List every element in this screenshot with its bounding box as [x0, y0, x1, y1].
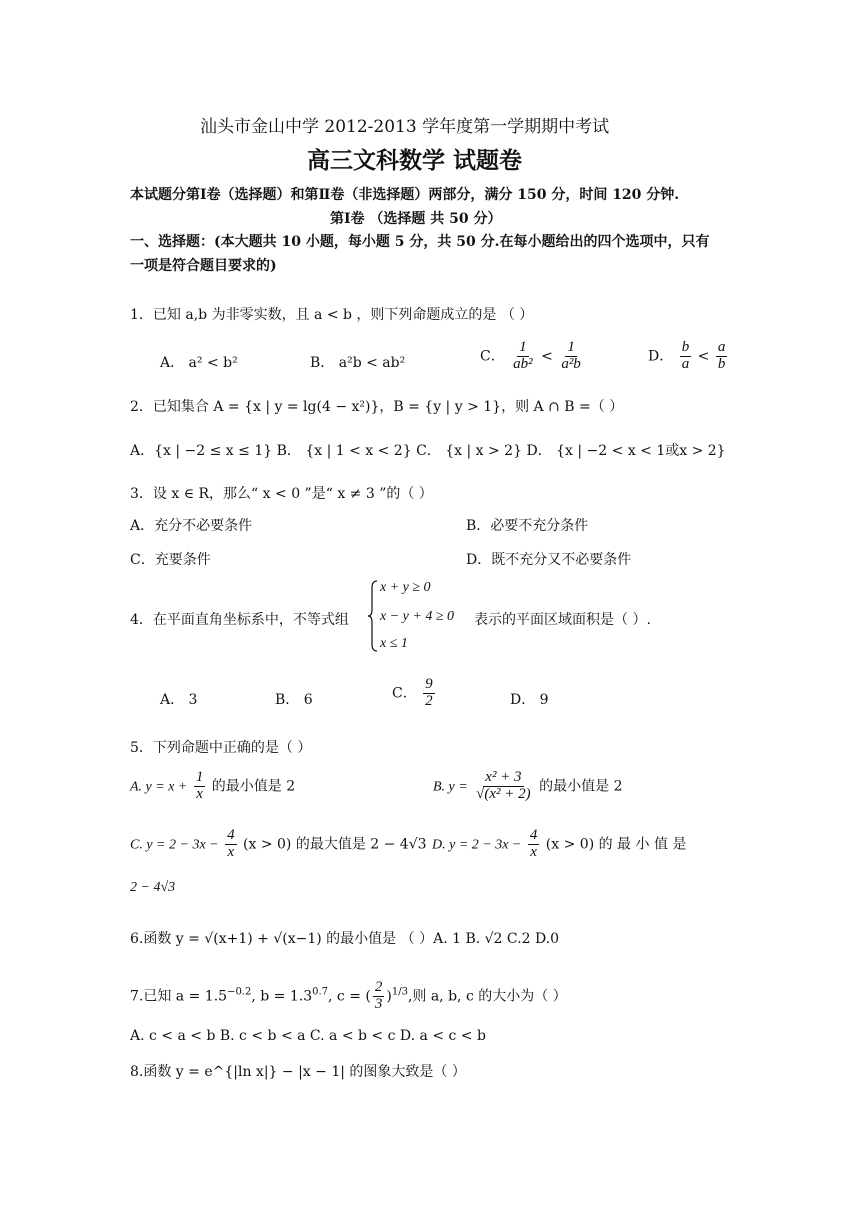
exponent: 1/3 [391, 986, 408, 998]
option-label: C． [480, 348, 505, 365]
fraction [225, 828, 237, 861]
expression-tail: 的最小值是 2 [539, 778, 623, 795]
denominator: x [196, 785, 203, 802]
question-4-stem: 4．在平面直角坐标系中，不等式组 [130, 612, 349, 628]
expression: , b = 1.3 [251, 988, 313, 1005]
numerator: b [681, 339, 690, 355]
question-4-option-c [392, 677, 437, 710]
fraction [528, 828, 540, 861]
question-7-stem [130, 980, 567, 1013]
inequality-2: x − y + 4 ≥ 0 [380, 609, 455, 624]
question-4-stem-end: 表示的平面区域面积是（ ）. [474, 612, 651, 628]
expression: C. y = 2 − 3x − [130, 837, 219, 853]
expression: A. y = x + [130, 779, 188, 795]
numerator: 1 [519, 339, 527, 355]
question-5-option-c [130, 828, 427, 861]
inequality-3: x ≤ 1 [380, 636, 408, 651]
fraction [373, 980, 385, 1013]
question-2-stem: 2．已知集合 A = {x | y = lg(4 − x²)}，B = {y | y > 1}，则 A ∩ B =（ ） [130, 399, 624, 415]
expression-tail: 的最小值是 2 [211, 778, 296, 795]
numerator: 1 [195, 769, 204, 785]
question-8-stem: 8.函数 y = e^{|ln x|} − |x − 1| 的图象大致是（ ） [130, 1064, 466, 1080]
question-4-option-d: D． 9 [510, 692, 549, 708]
numerator: 4 [529, 827, 538, 843]
exam-title: 汕头市金山中学 2012-2013 学年度第一学期期中考试 [200, 117, 610, 137]
part-one-heading: 第Ⅰ卷 （选择题 共 50 分） [330, 211, 502, 227]
denominator: 3 [374, 995, 383, 1012]
question-1-option-d [648, 340, 729, 373]
denominator: b [717, 355, 726, 372]
numerator: x² + 3 [485, 769, 522, 785]
question-5-option-d-cont: 2 − 4√3 [130, 880, 176, 895]
expression: ) [386, 988, 392, 1005]
inequality-1: x + y ≥ 0 [380, 580, 431, 595]
exam-intro: 本试题分第Ⅰ卷（选择题）和第Ⅱ卷（非选择题）两部分，满分 150 分，时间 120 分钟. [130, 187, 680, 203]
fraction [680, 340, 692, 373]
denominator: √(x² + 2) [476, 785, 531, 802]
question-1-option-b: B． a²b < ab² [310, 355, 406, 371]
question-1-option-a: A． a² < b² [160, 355, 238, 371]
section-one-instructions-cont: 一项是符合题目要求的) [130, 258, 277, 274]
numerator: 1 [567, 339, 575, 355]
question-1-option-c [480, 340, 585, 373]
denominator: x [530, 843, 537, 860]
fraction [716, 340, 728, 373]
less-than-sign: < [697, 348, 710, 365]
question-3-option-c: C．充要条件 [130, 552, 211, 568]
question-6-stem: 6.函数 y = √(x+1) + √(x−1) 的最小值是 （ ）A. 1 B. √2 C.2 D.0 [130, 931, 560, 947]
question-3-option-d: D．既不充分又不必要条件 [466, 552, 632, 568]
denominator: a [681, 355, 690, 372]
expression: , c = ( [328, 988, 371, 1005]
expression-tail: ,则 a, b, c 的大小为（ ） [407, 988, 567, 1005]
less-than-sign: < [541, 348, 553, 365]
option-label: C． [392, 685, 417, 702]
expression: D. y = 2 − 3x − [432, 837, 522, 853]
exam-subtitle: 高三文科数学 试题卷 [307, 147, 523, 174]
expression-tail: (x > 0) 的最大值是 2 − 4√3 [243, 836, 427, 853]
expression: B. y = [433, 779, 468, 795]
question-3-stem: 3．设 x ∈ R，那么“ x < 0 ”是“ x ≠ 3 ”的（ ） [130, 486, 433, 502]
question-1-stem: 1．已知 a,b 为非零实数，且 a < b ，则下列命题成立的是 （ ） [130, 307, 534, 323]
section-one-instructions: 一、选择题：(本大题共 10 小题，每小题 5 分，共 50 分.在每小题给出的四个选项中，只有 [130, 234, 710, 250]
question-5-option-d [432, 828, 686, 861]
numerator: 2 [374, 979, 383, 995]
fraction [474, 770, 533, 803]
question-5-stem: 5．下列命题中正确的是（ ） [130, 740, 312, 756]
denominator: a²b [561, 355, 581, 372]
exponent: 0.7 [312, 986, 329, 998]
fraction [423, 677, 435, 710]
question-4-option-a: A． 3 [160, 692, 198, 708]
fraction [194, 770, 206, 803]
numerator: 4 [227, 827, 235, 843]
expression-tail: (x > 0) 的 最 小 值 是 [545, 836, 687, 853]
left-brace-icon [368, 580, 378, 652]
denominator: ab² [513, 355, 533, 372]
denominator: 2 [425, 692, 433, 709]
numerator: a [717, 339, 726, 355]
exponent: −0.2 [227, 986, 252, 998]
question-5-option-a [130, 770, 295, 803]
question-2-options: A．{x | −2 ≤ x ≤ 1} B． {x | 1 < x < 2} C． {x | x > 2} D． {x | −2 < x < 1或x > 2} [130, 443, 726, 459]
fraction [559, 340, 583, 373]
denominator: x [227, 843, 235, 860]
option-label: D． [648, 348, 674, 365]
question-3-option-b: B．必要不充分条件 [466, 518, 589, 534]
question-3-option-a: A．充分不必要条件 [130, 518, 253, 534]
question-5-option-b [433, 770, 622, 803]
expression: 7.已知 a = 1.5 [130, 988, 228, 1005]
numerator: 9 [425, 676, 433, 692]
question-7-options: A. c < a < b B. c < b < a C. a < b < c D. a < c < b [130, 1028, 486, 1044]
question-4-option-b: B． 6 [275, 692, 313, 708]
fraction [511, 340, 535, 373]
